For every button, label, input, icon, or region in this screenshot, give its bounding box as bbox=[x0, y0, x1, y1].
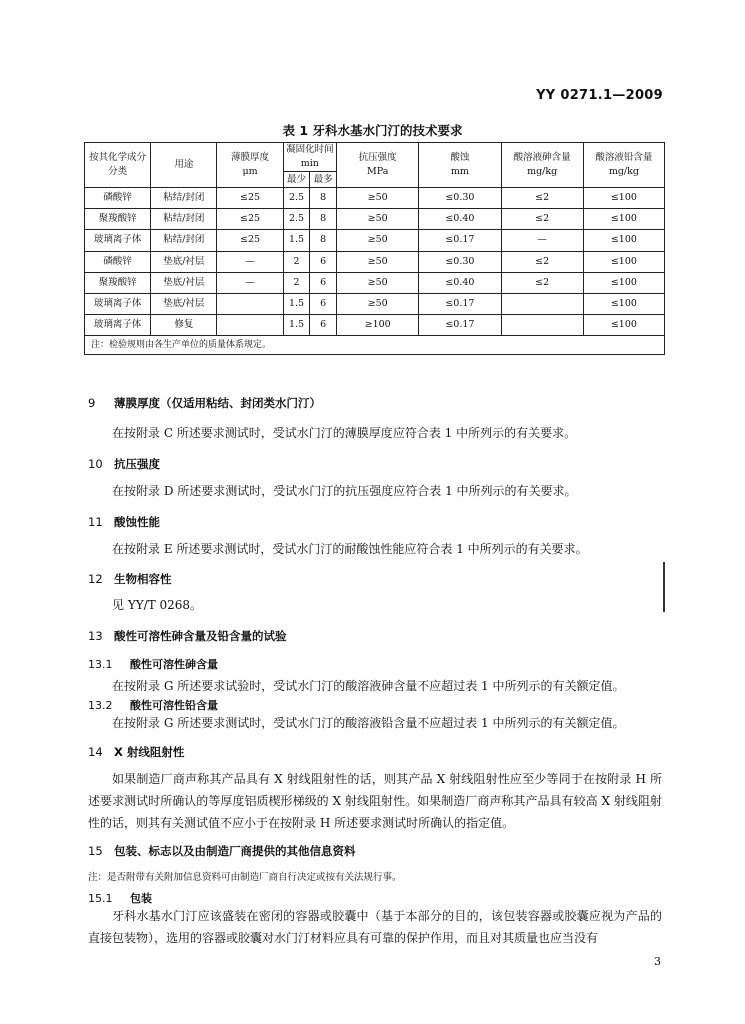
cell-setting-max: 8 bbox=[310, 230, 337, 251]
margin-bar bbox=[663, 562, 665, 612]
cell-lead: ≤100 bbox=[583, 315, 664, 336]
cell-use: 垫底/衬层 bbox=[151, 272, 217, 293]
col-header-use: 用途 bbox=[151, 143, 217, 188]
section-11-text: 在按附录 E 所述要求测试时，受试水门汀的耐酸蚀性能应符合表 1 中所列示的有关要求。 bbox=[112, 542, 588, 556]
cell-setting-min: 2 bbox=[283, 272, 310, 293]
cell-compressive: ≥50 bbox=[337, 251, 419, 272]
section-12-text: 见 YY/T 0268。 bbox=[112, 598, 203, 612]
section-10-heading: 10 抗压强度 bbox=[88, 457, 160, 471]
cell-compressive: ≥50 bbox=[337, 272, 419, 293]
cell-lead: ≤100 bbox=[583, 251, 664, 272]
cell-classification: 玻璃离子体 bbox=[85, 293, 151, 314]
cell-erosion: ≤0.17 bbox=[419, 315, 501, 336]
cell-classification: 磷酸锌 bbox=[85, 188, 151, 209]
cell-compressive: ≥50 bbox=[337, 230, 419, 251]
section-11-heading: 11 酸蚀性能 bbox=[88, 515, 160, 529]
section-15-heading: 15 包装、标志以及由制造厂商提供的其他信息资料 bbox=[88, 844, 356, 858]
table-note: 注：检验规则由各生产单位的质量体系规定。 bbox=[85, 336, 665, 355]
cell-setting-max: 6 bbox=[310, 315, 337, 336]
cell-erosion: ≤0.40 bbox=[419, 209, 501, 230]
cell-film: ≤25 bbox=[217, 209, 283, 230]
section-9-text: 在按附录 C 所述要求测试时，受试水门汀的薄膜厚度应符合表 1 中所列示的有关要求。 bbox=[112, 426, 577, 440]
cell-classification: 磷酸锌 bbox=[85, 251, 151, 272]
table-row bbox=[85, 251, 665, 272]
section-13-heading: 13 酸性可溶性砷含量及铅含量的试验 bbox=[88, 629, 287, 643]
cell-film: ≤25 bbox=[217, 188, 283, 209]
col-header-classification: 按其化学成分分类 bbox=[85, 143, 151, 188]
cell-erosion: ≤0.40 bbox=[419, 272, 501, 293]
section-14-heading: 14 X 射线阻射性 bbox=[88, 745, 185, 759]
cell-setting-min: 2.5 bbox=[283, 209, 310, 230]
section-10-text: 在按附录 D 所述要求测试时，受试水门汀的抗压强度应符合表 1 中所列示的有关要求。 bbox=[112, 484, 577, 498]
cell-lead: ≤100 bbox=[583, 209, 664, 230]
cell-erosion: ≤0.30 bbox=[419, 251, 501, 272]
requirements-table bbox=[84, 142, 665, 355]
table-title: 表 1 牙科水基水门汀的技术要求 bbox=[282, 123, 463, 138]
cell-film: — bbox=[217, 272, 283, 293]
table-row bbox=[85, 293, 665, 314]
section-13-2-heading: 13.2 酸性可溶性铅含量 bbox=[88, 699, 218, 712]
col-header-film: 薄膜厚度 μm bbox=[217, 143, 283, 188]
col-header-setting-min: 最少 bbox=[283, 172, 310, 188]
section-9-heading: 9 薄膜厚度（仅适用粘结、封闭类水门汀） bbox=[88, 396, 321, 410]
section-13-1-text: 在按附录 G 所述要求试验时，受试水门汀的酸溶液砷含量不应超过表 1 中所列示的有关额定值。 bbox=[112, 679, 625, 693]
col-header-lead: 酸溶液铅含量 mg/kg bbox=[583, 143, 664, 188]
cell-setting-max: 6 bbox=[310, 293, 337, 314]
cell-arsenic: ≤2 bbox=[501, 188, 583, 209]
cell-use: 垫底/衬层 bbox=[151, 251, 217, 272]
cell-classification: 聚羧酸锌 bbox=[85, 272, 151, 293]
cell-setting-max: 8 bbox=[310, 209, 337, 230]
cell-setting-min: 1.5 bbox=[283, 293, 310, 314]
cell-erosion: ≤0.30 bbox=[419, 188, 501, 209]
cell-film: — bbox=[217, 251, 283, 272]
table-row bbox=[85, 188, 665, 209]
cell-arsenic: ≤2 bbox=[501, 209, 583, 230]
section-13-1-heading: 13.1 酸性可溶性砷含量 bbox=[88, 658, 218, 671]
col-header-arsenic: 酸溶液砷含量 mg/kg bbox=[501, 143, 583, 188]
page-number: 3 bbox=[654, 955, 661, 968]
cell-compressive: ≥50 bbox=[337, 209, 419, 230]
cell-setting-min: 1.5 bbox=[283, 315, 310, 336]
col-header-setting-max: 最多 bbox=[310, 172, 337, 188]
cell-erosion: ≤0.17 bbox=[419, 293, 501, 314]
cell-setting-min: 1.5 bbox=[283, 230, 310, 251]
cell-classification: 聚羧酸锌 bbox=[85, 209, 151, 230]
table-row bbox=[85, 272, 665, 293]
cell-arsenic: — bbox=[501, 230, 583, 251]
cell-lead: ≤100 bbox=[583, 230, 664, 251]
cell-use: 粘结/封闭 bbox=[151, 230, 217, 251]
cell-arsenic bbox=[501, 315, 583, 336]
col-header-erosion: 酸蚀 mm bbox=[419, 143, 501, 188]
table-row bbox=[85, 230, 665, 251]
cell-film bbox=[217, 315, 283, 336]
cell-compressive: ≥50 bbox=[337, 293, 419, 314]
cell-use: 粘结/封闭 bbox=[151, 209, 217, 230]
cell-setting-max: 6 bbox=[310, 272, 337, 293]
cell-classification: 玻璃离子体 bbox=[85, 230, 151, 251]
cell-use: 粘结/封闭 bbox=[151, 188, 217, 209]
cell-film: ≤25 bbox=[217, 230, 283, 251]
section-15-note: 注：是否附带有关附加信息资料可由制造厂商自行决定或按有关法规行事。 bbox=[88, 872, 402, 883]
cell-lead: ≤100 bbox=[583, 272, 664, 293]
section-15-1-text: 牙科水基水门汀应该盛装在密闭的容器或胶囊中（基于本部分的目的，该包装容器或胶囊应视为产品的直接包装物），选用的容器或胶囊对水门汀材料应具有可靠的保护作用，而且对其质量也应当没有 bbox=[88, 909, 662, 945]
cell-erosion: ≤0.17 bbox=[419, 230, 501, 251]
section-13-2-text: 在按附录 G 所述要求测试时，受试水门汀的酸溶液铅含量不应超过表 1 中所列示的有关额定值。 bbox=[112, 716, 625, 730]
cell-compressive: ≥50 bbox=[337, 188, 419, 209]
cell-setting-max: 6 bbox=[310, 251, 337, 272]
col-header-compressive: 抗压强度 MPa bbox=[337, 143, 419, 188]
table-row bbox=[85, 209, 665, 230]
cell-lead: ≤100 bbox=[583, 293, 664, 314]
cell-setting-min: 2 bbox=[283, 251, 310, 272]
cell-arsenic bbox=[501, 293, 583, 314]
cell-use: 修复 bbox=[151, 315, 217, 336]
cell-lead: ≤100 bbox=[583, 188, 664, 209]
section-15-1-heading: 15.1 包装 bbox=[88, 892, 152, 905]
cell-arsenic: ≤2 bbox=[501, 272, 583, 293]
section-12-heading: 12 生物相容性 bbox=[88, 572, 172, 586]
cell-use: 垫底/衬层 bbox=[151, 293, 217, 314]
section-14-text: 如果制造厂商声称其产品具有 X 射线阻射性的话，则其产品 X 射线阻射性应至少等同于在按附录 H 所述要求测试时所确认的等厚度铝质楔形梯级的 X 射线阻射性。如果制造厂商声称其产品具有较高 X 射线阻射性的话，则其有关测试值不应小于在按附录 H 所述要求测试时所确认的指定值。 bbox=[88, 772, 662, 830]
cell-setting-max: 8 bbox=[310, 188, 337, 209]
cell-classification: 玻璃离子体 bbox=[85, 315, 151, 336]
cell-setting-min: 2.5 bbox=[283, 188, 310, 209]
cell-arsenic: ≤2 bbox=[501, 251, 583, 272]
col-header-setting: 凝固化时间 min bbox=[283, 143, 336, 172]
standard-number: YY 0271.1—2009 bbox=[536, 88, 663, 103]
cell-compressive: ≥100 bbox=[337, 315, 419, 336]
cell-film bbox=[217, 293, 283, 314]
table-row bbox=[85, 315, 665, 336]
